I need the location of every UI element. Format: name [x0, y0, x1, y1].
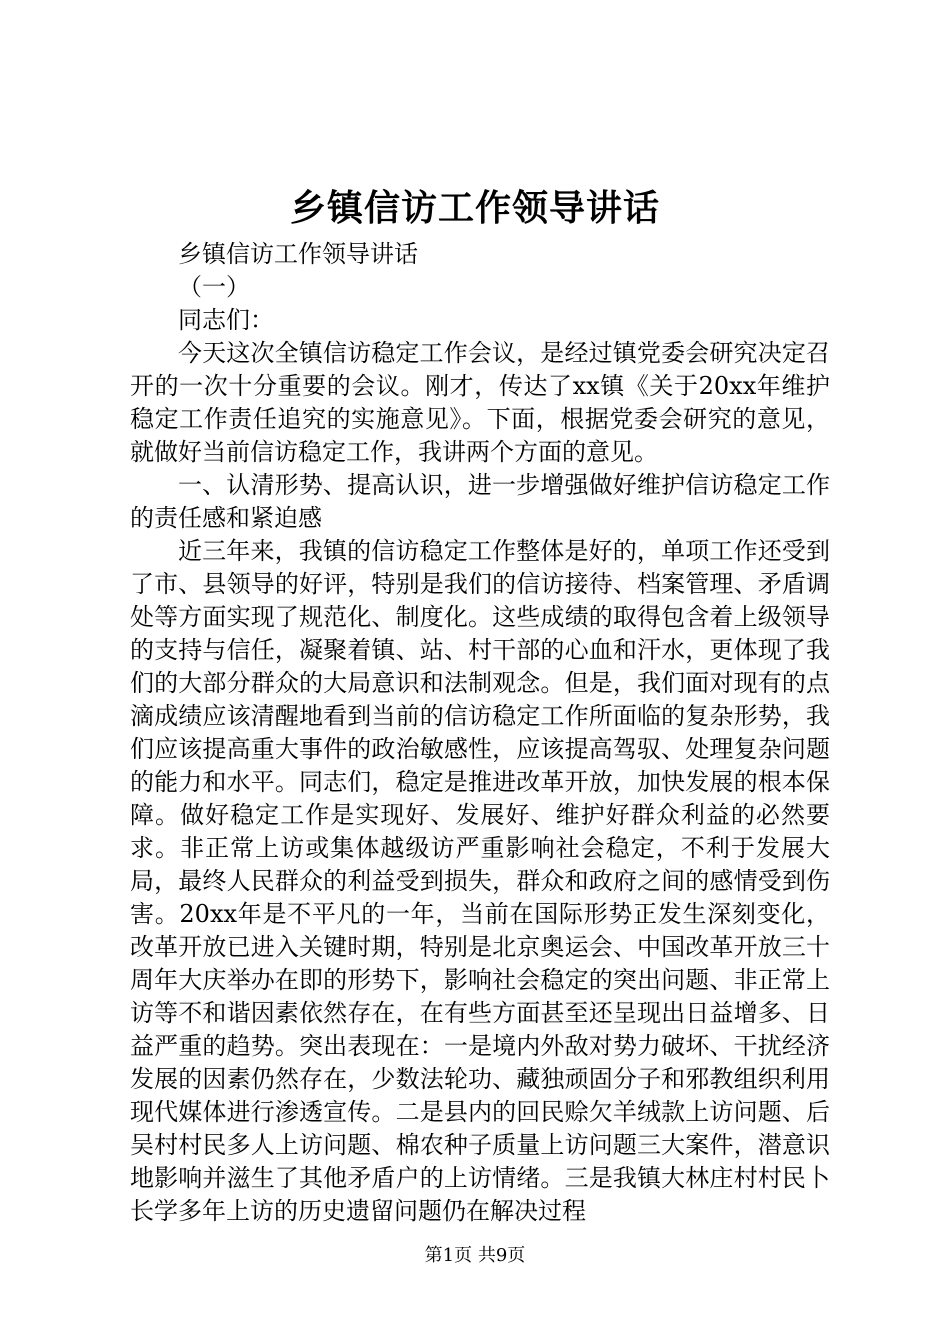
page-title: 乡镇信访工作领导讲话 — [289, 187, 660, 229]
paragraph-salutation: 同志们： — [178, 306, 274, 334]
paragraph-heading-one: 一、认清形势、提高认识，进一步增强做好维护信访稳定工作的责任感和紧迫感 — [130, 471, 830, 532]
paragraph-section-number: （一） — [178, 273, 250, 301]
paragraph-intro: 今天这次全镇信访稳定工作会议，是经过镇党委会研究决定召开的一次十分重要的会议。刚才，传达了xx镇《关于20xx年维护稳定工作责任追究的实施意见》。下面，根据党委会研究的意见，就做好当前信访稳定工作，我讲两个方面的意见。 — [130, 339, 830, 466]
paragraph-subtitle: 乡镇信访工作领导讲话 — [178, 240, 418, 268]
page-footer: 第1页 共9页 — [424, 1245, 526, 1266]
paragraph-situation: 近三年来，我镇的信访稳定工作整体是好的，单项工作还受到了市、县领导的好评，特别是我们的信访接待、档案管理、矛盾调处等方面实现了规范化、制度化。这些成绩的取得包含着上级领导的支持与信任，凝聚着镇、站、村干部的心血和汗水，更体现了我们的大部分群众的大局意识和法制观念。但是，我们面对现有的点滴成绩应该清醒地看到当前的信访稳定工作所面临的复杂形势，我们应该提高重大事件的政治敏感性，应该提高驾驭、处理复杂问题的能力和水平。同志们，稳定是推进改革开放，加快发展的根本保障。做好稳定工作是实现好、发展好、维护好群众利益的必然要求。非正常上访或集体越级访严重影响社会稳定，不利于发展大局，最终人民群众的利益受到损失，群众和政府之间的感情受到伤害。20xx年是不平凡的一年，当前在国际形势正发生深刻变化，改革开放已进入关键时期，特别是北京奥运会、中国改革开放三十周年大庆举办在即的形势下，影响社会稳定的突出问题、非正常上访等不和谐因素依然存在，在有些方面甚至还呈现出日益增多、日益严重的趋势。突出表现在：一是境内外敌对势力破坏、干扰经济发展的因素仍然存在，少数法轮功、藏独顽固分子和邪教组织利用现代媒体进行渗透宣传。二是县内的回民赊欠羊绒款上访问题、后吴村村民多人上访问题、棉农种子质量上访问题三大案件，潜意识地影响并滋生了其他矛盾户的上访情绪。三是我镇大林庄村村民卜长学多年上访的历史遗留问题仍在解决过程 — [130, 537, 830, 1225]
document-body — [130, 238, 830, 1228]
